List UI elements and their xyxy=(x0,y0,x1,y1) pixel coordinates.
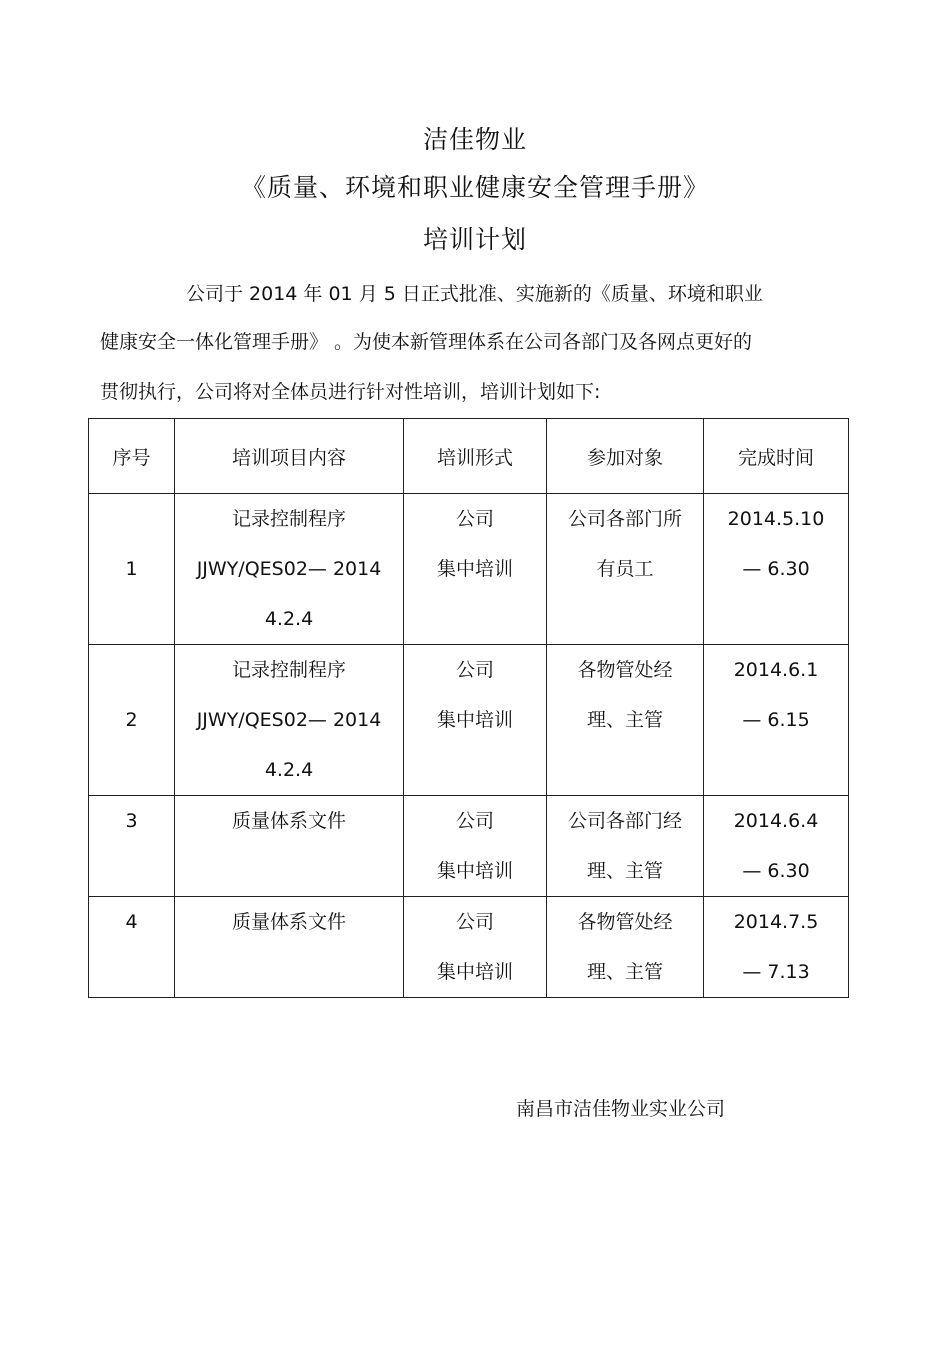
table-header-row xyxy=(89,419,849,494)
row-content: 质量体系文件 xyxy=(175,897,404,998)
intro-paragraph-line-3: 贯彻执行，公司将对全体员进行针对性培训，培训计划如下: xyxy=(100,381,601,403)
row-number: 2 xyxy=(89,645,175,796)
row-content: 记录控制程序 JJWY/QES02— 2014 4.2.4 xyxy=(175,494,404,645)
row-time: 2014.6.4 — 6.30 xyxy=(704,796,849,897)
intro-paragraph-line-1: 公司于 2014 年 01 月 5 日正式批准、实施新的《质量、环境和职业 xyxy=(186,283,763,305)
row-form: 公司 集中培训 xyxy=(404,494,547,645)
row-time: 2014.5.10 — 6.30 xyxy=(704,494,849,645)
row-target: 各物管处经 理、主管 xyxy=(547,645,704,796)
intro-paragraph-line-2: 健康安全一体化管理手册》 。为使本新管理体系在公司各部门及各网点更好的 xyxy=(100,331,753,353)
row-number: 4 xyxy=(89,897,175,998)
document-title: 洁佳物业 xyxy=(422,125,527,154)
header-cell-content: 培训项目内容 xyxy=(175,419,404,494)
table-row xyxy=(89,645,849,796)
header-cell-number: 序号 xyxy=(89,419,175,494)
table-row xyxy=(89,897,849,998)
header-cell-target: 参加对象 xyxy=(547,419,704,494)
row-content: 记录控制程序 JJWY/QES02— 2014 4.2.4 xyxy=(175,645,404,796)
row-target: 公司各部门经 理、主管 xyxy=(547,796,704,897)
row-form: 公司 集中培训 xyxy=(404,645,547,796)
header-cell-form: 培训形式 xyxy=(404,419,547,494)
table-row xyxy=(89,796,849,897)
row-number: 1 xyxy=(89,494,175,645)
row-number: 3 xyxy=(89,796,175,897)
row-content: 质量体系文件 xyxy=(175,796,404,897)
row-form: 公司 集中培训 xyxy=(404,796,547,897)
header-cell-time: 完成时间 xyxy=(704,419,849,494)
row-form: 公司 集中培训 xyxy=(404,897,547,998)
row-time: 2014.7.5 — 7.13 xyxy=(704,897,849,998)
row-time: 2014.6.1 — 6.15 xyxy=(704,645,849,796)
row-target: 公司各部门所 有员工 xyxy=(547,494,704,645)
table-row xyxy=(89,494,849,645)
training-plan-table xyxy=(88,418,849,998)
document-subtitle: 《质量、环境和职业健康安全管理手册》 xyxy=(240,173,709,202)
row-target: 各物管处经 理、主管 xyxy=(547,897,704,998)
company-signature: 南昌市洁佳物业实业公司 xyxy=(516,1098,726,1120)
document-heading-plan: 培训计划 xyxy=(422,225,527,254)
